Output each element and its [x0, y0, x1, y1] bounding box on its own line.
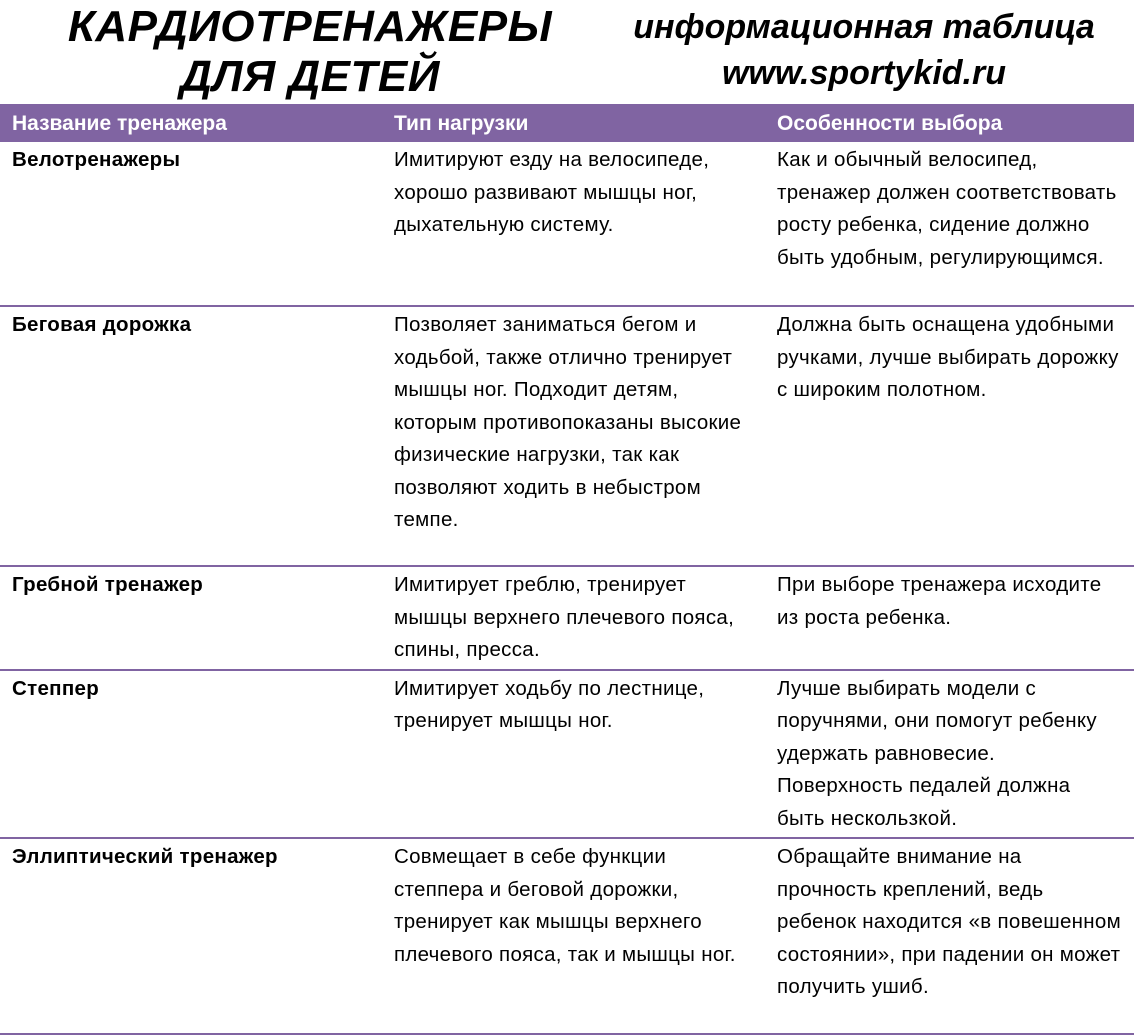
- trainer-name-cell: Эллиптический тренажер: [0, 838, 382, 1034]
- table-header-row: [0, 105, 1134, 142]
- trainer-name-cell: Беговая дорожка: [0, 306, 382, 566]
- trainer-name-cell: Велотренажеры: [0, 142, 382, 306]
- info-table: [0, 104, 1134, 1035]
- page-title-line-2: ДЛЯ ДЕТЕЙ: [180, 52, 440, 101]
- load-type-cell: Имитирует греблю, тренирует мышцы верхнего плечевого пояса, спины, пресса.: [382, 566, 765, 670]
- load-type-cell: Имитируют езду на велосипеде, хорошо развивают мышцы ног, дыхательную систему.: [382, 142, 765, 306]
- page-subtitle: информационная таблица: [633, 8, 1095, 46]
- load-type-cell: Имитирует ходьбу по лестнице, тренирует мышцы ног.: [382, 670, 765, 839]
- column-header-name: Название тренажера: [0, 105, 382, 142]
- trainer-name-cell: Степпер: [0, 670, 382, 839]
- table-row: [0, 670, 1134, 839]
- column-header-load: Тип нагрузки: [382, 105, 765, 142]
- page-title: [40, 2, 580, 102]
- choice-features-cell: При выборе тренажера исходите из роста ребенка.: [765, 566, 1134, 670]
- table-row: [0, 566, 1134, 670]
- website-url: www.sportykid.ru: [721, 54, 1006, 92]
- choice-features-cell: Обращайте внимание на прочность креплений, ведь ребенок находится «в повешенном состоянии», при падении он может получить ушиб.: [765, 838, 1134, 1034]
- subtitle-block: [614, 4, 1114, 96]
- load-type-cell: Совмещает в себе функции степпера и беговой дорожки, тренирует как мышцы верхнего плечевого пояса, так и мышцы ног.: [382, 838, 765, 1034]
- table-row: [0, 838, 1134, 1034]
- table-row: [0, 306, 1134, 566]
- trainer-name-cell: Гребной тренажер: [0, 566, 382, 670]
- choice-features-cell: Как и обычный велосипед, тренажер должен соответствовать росту ребенка, сидение должно быть удобным, регулирующимся.: [765, 142, 1134, 306]
- table-row: [0, 142, 1134, 306]
- page-title-line-1: КАРДИОТРЕНАЖЕРЫ: [67, 2, 553, 51]
- column-header-choice: Особенности выбора: [765, 105, 1134, 142]
- load-type-cell: Позволяет заниматься бегом и ходьбой, также отлично тренирует мышцы ног. Подходит детям, которым противопоказаны высокие физические нагрузки, так как позволяют ходить в небыстром темпе.: [382, 306, 765, 566]
- choice-features-cell: Лучше выбирать модели с поручнями, они помогут ребенку удержать равновесие. Поверхность педалей должна быть нескользкой.: [765, 670, 1134, 839]
- page-header: [0, 0, 1134, 104]
- choice-features-cell: Должна быть оснащена удобными ручками, лучше выбирать дорожку с широким полотном.: [765, 306, 1134, 566]
